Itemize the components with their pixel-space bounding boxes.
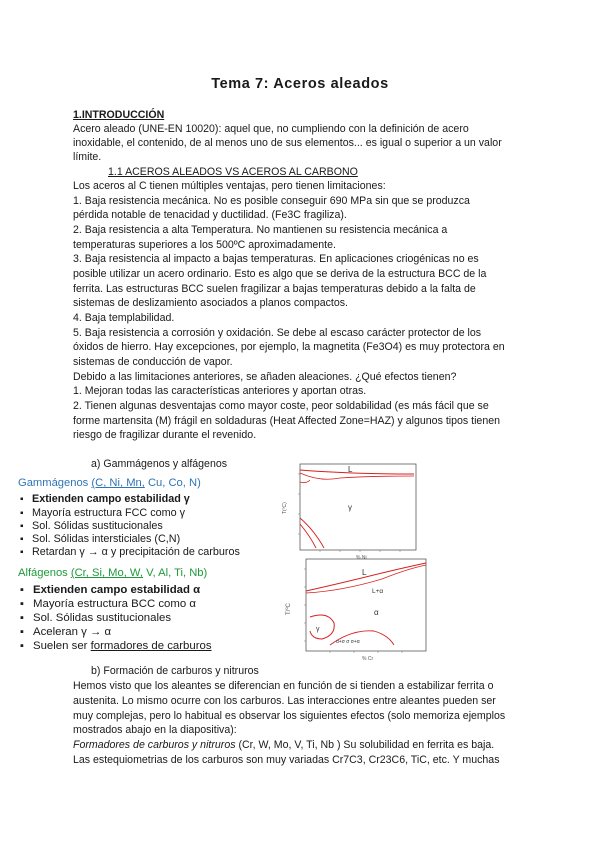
paragraph-line: Los aceros al C tienen múltiples ventajas, pero tienen limitaciones:: [73, 180, 386, 192]
alfagenos-bullet: ▪ Extienden campo estabilidad α: [20, 584, 200, 596]
paragraph-line: ferrita. Las estructuras BCC suelen fragilizar a bajas temperaturas debido a la falta de: [73, 283, 476, 295]
paragraph-line: muy complejas, pero lo habitual es observar los siguientes efectos (solo memoriza ejemplos: [73, 710, 506, 722]
subsection-a-heading: a) Gammágenos y alfágenos: [91, 458, 228, 470]
paragraph-line: posible utilizar un acero ordinario. Esto es algo que se deriva de la estructura BCC de la: [73, 268, 487, 280]
gammagenos-bullet: ▪ Retardan γ → α y precipitación de carburos: [20, 546, 240, 558]
alfagenos-bullet: ▪ Aceleran γ → α: [20, 626, 111, 638]
alfagenos-bullet-last: [20, 640, 212, 652]
paragraph-line: óxidos de hierro. Hay excepciones, por ejemplo, la magnetita (Fe3O4) es muy protectora en: [73, 341, 505, 353]
section-heading-introduccion: 1.INTRODUCCIÓN: [73, 109, 165, 121]
field-L-label: L: [348, 465, 353, 474]
gammagenos-title: [18, 477, 201, 489]
alfagenos-bullet: ▪ Sol. Sólidas sustitucionales: [20, 612, 171, 624]
field-alpha-label: α: [374, 608, 379, 617]
delta-curve: [300, 480, 310, 483]
field-sigma-label: α+σ σ σ+α: [336, 639, 360, 645]
paragraph-line: forme martensita (M) frágil en soldaduras (Heat Affected Zone=HAZ) y algunos tipos tienen: [73, 415, 500, 427]
paragraph-line: inoxidable, el contenido, de al menos uno de sus elementos... es igual o superior a un valor: [73, 137, 502, 149]
alfagenos-label: Alfágenos: [18, 567, 68, 579]
paragraph-line: 1. Baja resistencia mecánica. No es posible conseguir 690 MPa sin que se produzca: [73, 195, 470, 207]
field-gamma-label: γ: [348, 503, 352, 512]
gammagenos-label: Gammágenos: [18, 477, 89, 489]
gamma-loop: [310, 615, 334, 639]
formadores-rest: (Cr, W, Mo, V, Ti, Nb ) Su solubilidad en ferrita es baja.: [235, 739, 495, 751]
paragraph-line: 1. Mejoran todas las características anteriores y aportan otras.: [73, 385, 367, 397]
paragraph-line: 2. Tienen algunas desventajas como mayor coste, peor soldabilidad (es más fácil que se: [73, 400, 489, 412]
y-axis-label: T/ºC: [286, 603, 292, 615]
gammagenos-bullet: ▪ Extienden campo estabilidad γ: [20, 493, 190, 505]
paragraph-line: Hemos visto que los aleantes se diferencian en función de si tienden a estabilizar ferrita o: [73, 680, 494, 692]
paragraph-line: riesgo de fragilizar durante el revenido.: [73, 429, 257, 441]
gammagenos-elements-underlined: (C, Ni, Mn,: [91, 477, 145, 489]
paragraph-line: Acero aleado (UNE-EN 10020): aquel que, no cumpliendo con la definición de acero: [73, 123, 469, 135]
paragraph-line: austenita. Lo mismo ocurre con los carburos. Las interacciones entre aleantes pueden ser: [73, 695, 496, 707]
y-axis-label: T(ºC): [282, 502, 288, 514]
diagram-ticks: [298, 474, 400, 552]
paragraph-line: 4. Baja templabilidad.: [73, 312, 175, 324]
paragraph-line: 2. Baja resistencia a alta Temperatura. No mantienen su resistencia mecánica a: [73, 224, 448, 236]
alpha-gamma-curve-2: [300, 524, 316, 548]
paragraph-line: mostrados abajo en la diapositiva):: [73, 724, 237, 736]
paragraph-line-formadores: [73, 738, 494, 752]
liquidus-curve: [300, 470, 414, 474]
gammagenos-bullet: ▪ Sol. Sólidas intersticiales (C,N): [20, 533, 180, 545]
gammagenos-bullet: ▪ Mayoría estructura FCC como γ: [20, 507, 185, 519]
paragraph-line: sistemas de deslizamiento asociados a planos compactos.: [73, 297, 348, 309]
x-axis-label: % Cr: [362, 656, 374, 661]
section-heading-aceros-aleados: 1.1 ACEROS ALEADOS VS ACEROS AL CARBONO: [108, 166, 358, 178]
alpha-gamma-curve-1: [300, 518, 324, 548]
field-gamma-label: γ: [316, 626, 320, 633]
alfagenos-title: [18, 567, 207, 579]
alfagenos-bullet: ▪ Mayoría estructura BCC como α: [20, 598, 196, 610]
phase-diagram-fe-cr: [282, 555, 432, 661]
paragraph-line: 3. Baja resistencia al impacto a bajas temperaturas. En aplicaciones criogénicas no es: [73, 253, 479, 265]
paragraph-line: sistemas de conducción de vapor.: [73, 356, 233, 368]
alfagenos-elements-rest: V, Al, Ti, Nb): [142, 567, 208, 579]
paragraph-line: Debido a las limitaciones anteriores, se añaden aleaciones. ¿Qué efectos tienen?: [73, 371, 457, 383]
gammagenos-elements-rest: Cu, Co, N): [144, 477, 201, 489]
field-L-label: L: [362, 568, 367, 577]
x-axis-label: % Ni: [356, 555, 367, 560]
paragraph-line: temperaturas superiores a los 500ºC aproximadamente.: [73, 239, 336, 251]
paragraph-line: límite.: [73, 151, 102, 163]
paragraph-line: pérdida notable de tenacidad y ductilidad. (Fe3C fragiliza).: [73, 209, 347, 221]
gammagenos-bullet: ▪ Sol. Sólidas sustitucionales: [20, 520, 163, 532]
alfagenos-bullet-text: Suelen ser: [33, 640, 91, 652]
field-L-alpha-label: L+α: [372, 588, 384, 595]
subsection-b-heading: b) Formación de carburos y nitruros: [91, 665, 259, 677]
formadores-italic: Formadores de carburos y nitruros: [73, 739, 236, 751]
page-title: Tema 7: Aceros aleados: [211, 76, 389, 92]
paragraph-line: 5. Baja resistencia a corrosión y oxidación. Se debe al escaso carácter protector de los: [73, 327, 482, 339]
alfagenos-bullet-underlined: formadores de carburos: [90, 640, 212, 652]
paragraph-line: Las estequiometrias de los carburos son muy variadas Cr7C3, Cr23C6, TiC, etc. Y muchas: [73, 754, 500, 766]
alfagenos-elements-underlined: (Cr, Si, Mo, W,: [70, 567, 143, 579]
phase-diagram-fe-ni: [280, 460, 422, 560]
